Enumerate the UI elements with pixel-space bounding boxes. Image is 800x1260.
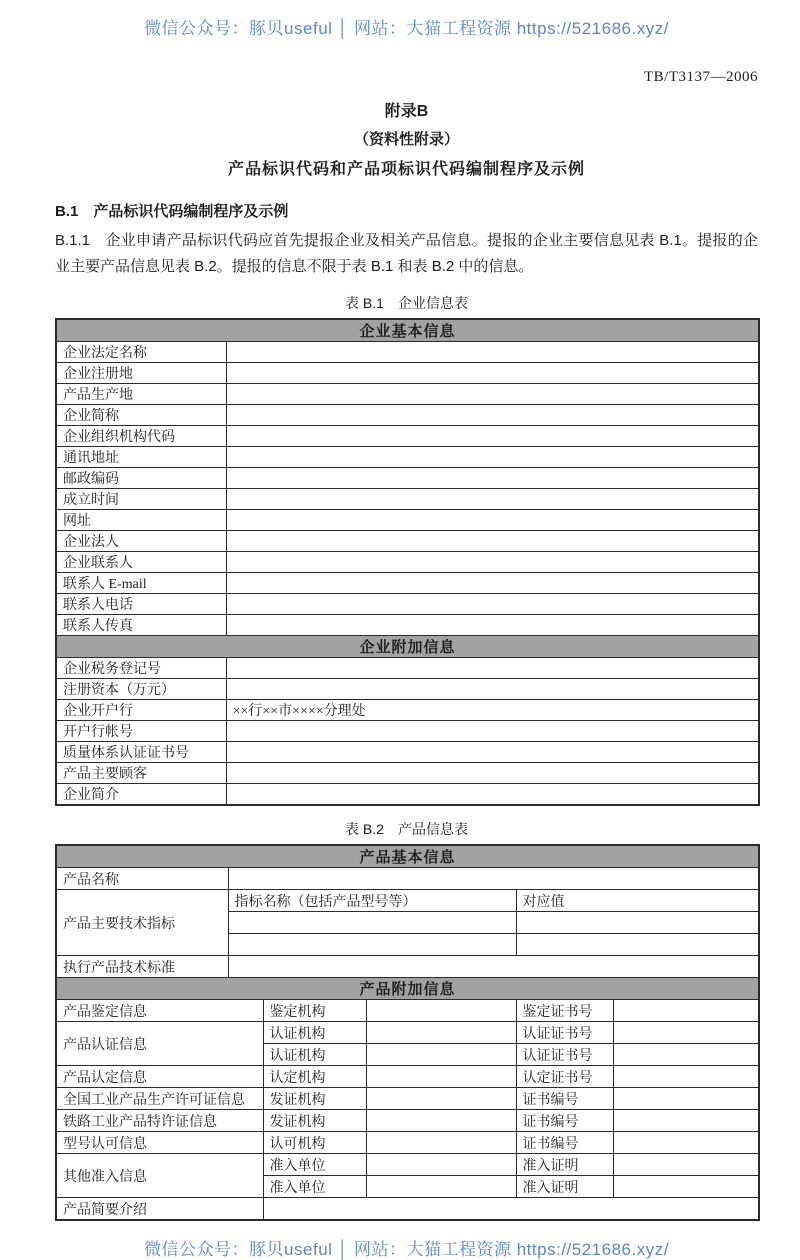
table-b1 (55, 318, 760, 806)
row-label: 产品主要顾客 (56, 763, 226, 784)
cert-value (613, 1044, 759, 1066)
cert-label: 鉴定证书号 (516, 1000, 613, 1022)
row-label: 企业联系人 (56, 552, 226, 573)
org-label: 鉴定机构 (263, 1000, 366, 1022)
appendix-heading: 产品标识代码和产品项标识代码编制程序及示例 (227, 161, 585, 178)
row-label: 联系人电话 (56, 594, 226, 615)
row-value (226, 594, 759, 615)
table-row (56, 489, 759, 510)
section-header: 企业基本信息 (56, 319, 759, 342)
paragraph-b11: B.1.1 企业申请产品标识代码应首先提报企业及相关产品信息。提报的企业主要信息见表 B.1。提报的企业主要产品信息见表 B.2。提报的信息不限于表 B.1 和表 B.2 中的信息。 (55, 232, 758, 275)
table-row (56, 890, 759, 912)
section-header-row (56, 636, 759, 658)
cert-label: 准入证明 (516, 1176, 613, 1198)
table-row (56, 868, 759, 890)
row-label: 企业税务登记号 (56, 658, 226, 679)
row-value (226, 363, 759, 384)
org-value (366, 1132, 516, 1154)
table-b2-caption: 表 B.2 产品信息表 (345, 821, 468, 837)
table-row (56, 342, 759, 363)
org-label: 准入单位 (263, 1154, 366, 1176)
org-label: 认定机构 (263, 1066, 366, 1088)
watermark-footer: 微信公众号：豚贝useful │ 网站：大猫工程资源 https://521686.xyz/ (144, 1240, 669, 1259)
table-row (56, 363, 759, 384)
row-value (226, 384, 759, 405)
section-b1-heading: B.1 产品标识代码编制程序及示例 (55, 203, 289, 220)
row-value: ××行××市××××分理处 (226, 700, 759, 721)
tech-name-value (228, 934, 516, 956)
row-label: 产品生产地 (56, 384, 226, 405)
row-value (226, 742, 759, 763)
cert-label: 证书编号 (516, 1088, 613, 1110)
row-label: 联系人传真 (56, 615, 226, 636)
org-value (366, 1000, 516, 1022)
table-row (56, 1022, 759, 1044)
row-value (226, 426, 759, 447)
row-label: 企业简介 (56, 784, 226, 806)
row-value (226, 573, 759, 594)
row-value (228, 868, 759, 890)
table-row (56, 1000, 759, 1022)
row-label: 企业简称 (56, 405, 226, 426)
cert-label: 证书编号 (516, 1110, 613, 1132)
row-label: 型号认可信息 (56, 1132, 263, 1154)
cert-value (613, 1022, 759, 1044)
org-label: 认可机构 (263, 1132, 366, 1154)
org-label: 发证机构 (263, 1088, 366, 1110)
org-value (366, 1022, 516, 1044)
org-label: 准入单位 (263, 1176, 366, 1198)
row-value (226, 342, 759, 363)
row-label: 企业注册地 (56, 363, 226, 384)
row-value (226, 468, 759, 489)
cert-value (613, 1154, 759, 1176)
org-value (366, 1088, 516, 1110)
table-b1-caption: 表 B.1 企业信息表 (345, 295, 468, 311)
row-value (263, 1198, 759, 1221)
appendix-title: 附录B (384, 103, 429, 120)
org-value (366, 1066, 516, 1088)
table-row (56, 447, 759, 468)
section-header: 企业附加信息 (56, 636, 759, 658)
table-row (56, 510, 759, 531)
row-label: 开户行帐号 (56, 721, 226, 742)
row-label: 邮政编码 (56, 468, 226, 489)
table-row (56, 700, 759, 721)
row-value (226, 721, 759, 742)
table-row (56, 426, 759, 447)
table-row (56, 658, 759, 679)
table-row (56, 615, 759, 636)
tech-col1-header: 指标名称（包括产品型号等） (228, 890, 516, 912)
org-label: 认证机构 (263, 1022, 366, 1044)
row-value (226, 658, 759, 679)
cert-label: 认证证书号 (516, 1022, 613, 1044)
row-label: 成立时间 (56, 489, 226, 510)
appendix-subtitle: （资料性附录） (353, 131, 459, 148)
table-b2 (55, 844, 760, 1221)
row-label: 产品简要介绍 (56, 1198, 263, 1221)
table-row (56, 721, 759, 742)
table-row (56, 1154, 759, 1176)
row-value (226, 510, 759, 531)
row-value (228, 956, 759, 978)
tech-value-value (516, 934, 759, 956)
org-value (366, 1044, 516, 1066)
section-header-row (56, 845, 759, 868)
row-value (226, 784, 759, 806)
table-row (56, 405, 759, 426)
cert-value (613, 1088, 759, 1110)
table-row (56, 784, 759, 806)
row-label: 企业法人 (56, 531, 226, 552)
row-label: 产品认定信息 (56, 1066, 263, 1088)
cert-value (613, 1132, 759, 1154)
org-value (366, 1176, 516, 1198)
row-label: 其他准入信息 (56, 1154, 263, 1198)
row-value (226, 447, 759, 468)
row-value (226, 679, 759, 700)
row-label: 网址 (56, 510, 226, 531)
standard-number: TB/T3137—2006 (644, 69, 758, 85)
org-label: 发证机构 (263, 1110, 366, 1132)
table-row (56, 573, 759, 594)
row-value (226, 763, 759, 784)
section-header-row (56, 319, 759, 342)
row-label: 铁路工业产品特许证信息 (56, 1110, 263, 1132)
row-label: 产品名称 (56, 868, 228, 890)
cert-label: 证书编号 (516, 1132, 613, 1154)
row-label: 企业组织机构代码 (56, 426, 226, 447)
row-label: 联系人 E-mail (56, 573, 226, 594)
table-row (56, 384, 759, 405)
row-label: 通讯地址 (56, 447, 226, 468)
table-row (56, 742, 759, 763)
cert-label: 准入证明 (516, 1154, 613, 1176)
table-row (56, 679, 759, 700)
row-label: 执行产品技术标准 (56, 956, 228, 978)
row-label: 产品鉴定信息 (56, 1000, 263, 1022)
table-row (56, 763, 759, 784)
row-label: 全国工业产品生产许可证信息 (56, 1088, 263, 1110)
org-value (366, 1154, 516, 1176)
tech-indicator-label: 产品主要技术指标 (56, 890, 228, 956)
row-value (226, 531, 759, 552)
row-value (226, 489, 759, 510)
table-row (56, 956, 759, 978)
row-value (226, 405, 759, 426)
table-row (56, 531, 759, 552)
table-row (56, 1132, 759, 1154)
tech-value-value (516, 912, 759, 934)
org-value (366, 1110, 516, 1132)
cert-value (613, 1066, 759, 1088)
cert-label: 认证证书号 (516, 1044, 613, 1066)
row-label: 产品认证信息 (56, 1022, 263, 1066)
cert-value (613, 1176, 759, 1198)
row-label: 企业法定名称 (56, 342, 226, 363)
org-label: 认证机构 (263, 1044, 366, 1066)
row-value (226, 552, 759, 573)
row-label: 质量体系认证证书号 (56, 742, 226, 763)
section-header-row (56, 978, 759, 1000)
section-header: 产品附加信息 (56, 978, 759, 1000)
cert-value (613, 1000, 759, 1022)
table-row (56, 1110, 759, 1132)
row-label: 企业开户行 (56, 700, 226, 721)
tech-name-value (228, 912, 516, 934)
cert-value (613, 1110, 759, 1132)
row-value (226, 615, 759, 636)
table-row (56, 552, 759, 573)
tech-col2-header: 对应值 (516, 890, 759, 912)
watermark-header: 微信公众号：豚贝useful │ 网站：大猫工程资源 https://521686.xyz/ (144, 19, 669, 38)
cert-label: 认定证书号 (516, 1066, 613, 1088)
table-row (56, 1088, 759, 1110)
table-row (56, 468, 759, 489)
section-header: 产品基本信息 (56, 845, 759, 868)
table-row (56, 1198, 759, 1221)
row-label: 注册资本（万元） (56, 679, 226, 700)
table-row (56, 594, 759, 615)
table-row (56, 1066, 759, 1088)
